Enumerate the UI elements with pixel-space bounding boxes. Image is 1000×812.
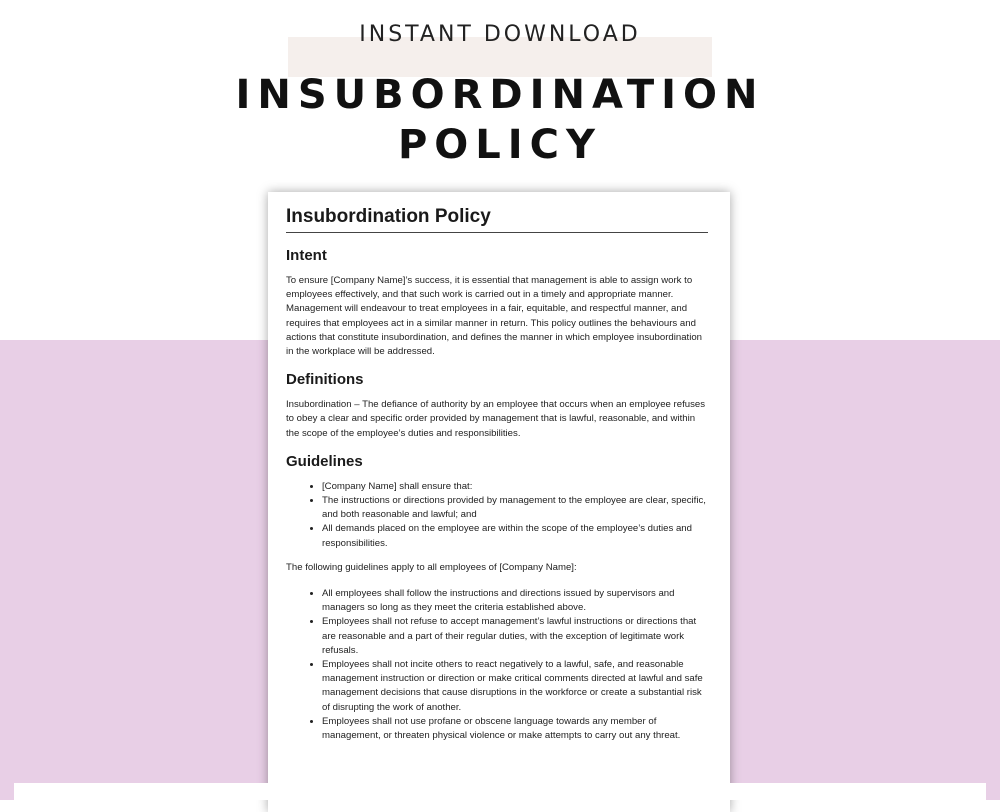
instant-download-label: INSTANT DOWNLOAD [359,22,641,47]
list-item: • All employees shall follow the instructions and directions issued by supervisors and managers so long as they meet the criteria established above. [322,587,708,615]
guidelines-list-2 [286,587,708,743]
bottom-white-band [14,783,986,800]
list-item: • All demands placed on the employee are within the scope of the employee’s duties and responsibilities. [322,522,708,550]
intent-heading: Intent [286,247,327,264]
title-line-1: INSUBORDINATION [235,72,765,118]
document-title: Insubordination Policy [286,206,708,233]
list-item: • Employees shall not use profane or obscene language towards any member of management, or threaten physical violence or make attempts to carry out any threat. [322,715,708,743]
guidelines-list-1 [286,480,708,551]
title-line-2: POLICY [397,122,602,168]
list-item: • Employees shall not incite others to react negatively to a lawful, safe, and reasonable management instruction or direction or make critical comments directed at lawful and safe management decisions that cause disruptions in the workforce or create a substantial risk of disrupting the work of another. [322,658,708,715]
guidelines-intro: The following guidelines apply to all employees of [Company Name]: [286,561,577,573]
list-item: • Employees shall not refuse to accept management’s lawful instructions or directions that are reasonable and a part of their regular duties, with the exception of legitimate work refusals. [322,615,708,658]
list-item: • [Company Name] shall ensure that: [322,480,708,494]
guidelines-heading: Guidelines [286,452,363,470]
page-title [0,70,1000,170]
list-item: • The instructions or directions provided by management to the employee are clear, specific, and both reasonable and lawful; and [322,494,708,522]
document-preview [268,192,730,812]
definitions-paragraph: Insubordination – The defiance of authority by an employee that occurs when an employee refuses to obey a clear and specific order provided by management that is lawful, reasonable, and within the scope of the employee’s duties and responsibilities. [286,399,706,439]
definitions-heading: Definitions [286,371,364,389]
intent-paragraph: To ensure [Company Name]’s success, it is essential that management is able to assign work to employees effectively, and that such work is carried out in a timely and appropriate manner. Management will endeavour to treat employees in a fair, equitable, and respectful manner, and requires that employees act in a similar manner in return. This policy outlines the behaviours and actions that constitute insubordination, and defines the manner in which employee insubordination in the workplace will be addressed. [286,275,702,358]
